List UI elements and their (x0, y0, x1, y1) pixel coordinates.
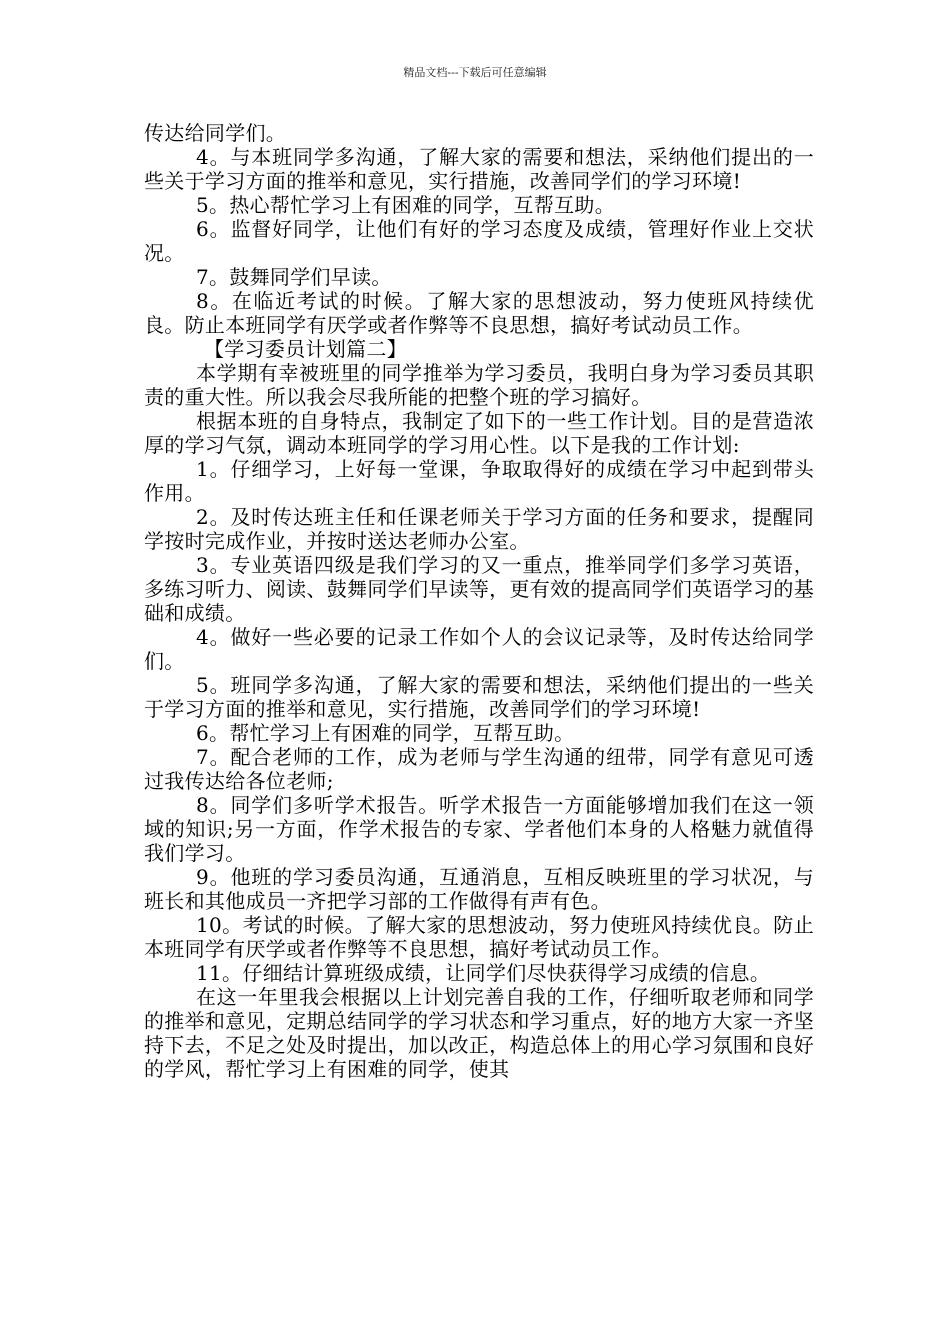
page-header: 精品文档---下载后可任意编辑 (403, 66, 547, 79)
paragraph: 1。仔细学习，上好每一堂课，争取取得好的成绩在学习中起到带头作用。 (144, 457, 814, 505)
paragraph: 4。与本班同学多沟通，了解大家的需要和想法，采纳他们提出的一些关于学习方面的推举和意见，实行措施，改善同学们的学习环境! (144, 145, 814, 193)
paragraph: 7。鼓舞同学们早读。 (196, 265, 392, 289)
paragraph: 传达给同学们。 (144, 121, 287, 145)
paragraph: 5。热心帮忙学习上有困难的同学，互帮互助。 (196, 193, 616, 217)
paragraph: 3。专业英语四级是我们学习的又一重点，推举同学们多学习英语，多练习听力、阅读、鼓舞同学们早读等，更有效的提高同学们英语学习的基础和成绩。 (144, 553, 814, 625)
paragraph: 11。仔细结计算班级成绩，让同学们尽快获得学习成绩的信息。 (196, 961, 771, 985)
section-heading: 【学习委员计划篇二】 (204, 337, 407, 361)
document-body (144, 121, 814, 1081)
paragraph: 2。及时传达班主任和任课老师关于学习方面的任务和要求，提醒同学按时完成作业，并按时送达老师办公室。 (144, 505, 814, 553)
paragraph: 8。在临近考试的时候。了解大家的思想波动，努力使班风持续优良。防止本班同学有厌学或者作弊等不良思想，搞好考试动员工作。 (144, 289, 814, 337)
paragraph: 6。监督好同学，让他们有好的学习态度及成绩，管理好作业上交状况。 (144, 217, 814, 265)
paragraph: 在这一年里我会根据以上计划完善自我的工作，仔细听取老师和同学的推举和意见，定期总结同学的学习状态和学习重点，好的地方大家一齐坚持下去，不足之处及时提出，加以改正，构造总体上的用心学习氛围和良好的学风，帮忙学习上有困难的同学，使其 (144, 985, 814, 1081)
paragraph: 10。考试的时候。了解大家的思想波动，努力使班风持续优良。防止本班同学有厌学或者作弊等不良思想，搞好考试动员工作。 (144, 913, 814, 961)
paragraph: 5。班同学多沟通，了解大家的需要和想法，采纳他们提出的一些关于学习方面的推举和意见，实行措施，改善同学们的学习环境! (144, 673, 814, 721)
paragraph: 9。他班的学习委员沟通，互通消息，互相反映班里的学习状况，与班长和其他成员一齐把学习部的工作做得有声有色。 (144, 865, 814, 913)
paragraph: 根据本班的自身特点，我制定了如下的一些工作计划。目的是营造浓厚的学习气氛，调动本班同学的学习用心性。以下是我的工作计划: (144, 409, 814, 457)
paragraph: 6。帮忙学习上有困难的同学，互帮互助。 (196, 721, 575, 745)
paragraph: 本学期有幸被班里的同学推举为学习委员，我明白身为学习委员其职责的重大性。所以我会尽我所能的把整个班的学习搞好。 (144, 361, 814, 409)
paragraph: 4。做好一些必要的记录工作如个人的会议记录等，及时传达给同学们。 (144, 625, 814, 673)
paragraph: 7。配合老师的工作，成为老师与学生沟通的纽带，同学有意见可透过我传达给各位老师; (144, 745, 814, 793)
paragraph: 8。同学们多听学术报告。听学术报告一方面能够增加我们在这一领域的知识;另一方面，作学术报告的专家、学者他们本身的人格魅力就值得我们学习。 (144, 793, 814, 865)
